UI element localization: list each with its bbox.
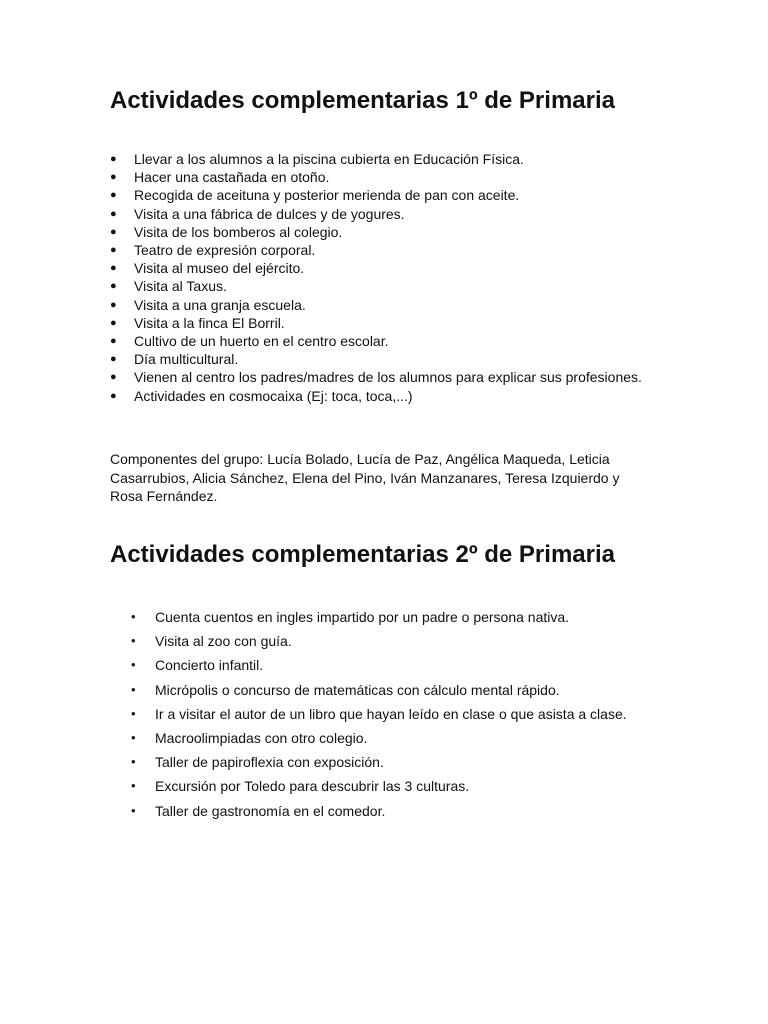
section-1-title: Actividades complementarias 1º de Primaria bbox=[110, 87, 615, 114]
list-item bbox=[131, 799, 731, 823]
list-item-text: Taller de papiroflexia con exposición. bbox=[155, 754, 384, 771]
list-item bbox=[110, 387, 730, 405]
list-item-text: Recogida de aceituna y posterior merienda de pan con aceite. bbox=[134, 187, 520, 204]
bullet-icon: ● bbox=[110, 280, 117, 293]
bullet-icon: ● bbox=[110, 262, 117, 275]
list-item-text: Excursión por Toledo para descubrir las 3 culturas. bbox=[155, 778, 470, 795]
list-item bbox=[131, 678, 731, 702]
list-item bbox=[131, 726, 731, 750]
list-item bbox=[131, 629, 731, 653]
list-item bbox=[110, 259, 730, 277]
list-item bbox=[131, 702, 731, 726]
bullet-icon: • bbox=[131, 657, 136, 673]
list-item-text: Hacer una castañada en otoño. bbox=[134, 169, 330, 186]
bullet-icon: • bbox=[131, 681, 136, 697]
list-item-text: Macroolimpiadas con otro colegio. bbox=[155, 730, 368, 747]
list-item bbox=[110, 150, 730, 168]
list-item bbox=[110, 277, 730, 295]
list-item-text: Día multicultural. bbox=[134, 351, 239, 368]
list-item bbox=[110, 368, 730, 386]
list-item bbox=[131, 605, 731, 629]
list-item bbox=[131, 774, 731, 798]
bullet-icon: ● bbox=[110, 171, 117, 184]
list-item-text: Concierto infantil. bbox=[155, 657, 264, 674]
section-1-activity-list bbox=[110, 150, 730, 405]
list-item bbox=[110, 168, 730, 186]
group-members-paragraph: Componentes del grupo: Lucía Bolado, Lucía de Paz, Angélica Maqueda, Leticia Casarrubios, Alicia Sánchez, Elena del Pino, Iván Manzanares, Teresa Izquierdo y Rosa Fernández. bbox=[110, 451, 620, 504]
list-item bbox=[110, 223, 730, 241]
list-item-text: Cultivo de un huerto en el centro escolar. bbox=[134, 333, 389, 350]
bullet-icon: ● bbox=[110, 389, 117, 402]
bullet-icon: • bbox=[131, 609, 136, 624]
list-item bbox=[110, 296, 730, 314]
list-item-text: Micrópolis o concurso de matemáticas con cálculo mental rápido. bbox=[155, 681, 560, 698]
list-item-text: Visita a una fábrica de dulces y de yogures. bbox=[134, 205, 405, 222]
section-2-activity-list bbox=[131, 605, 731, 823]
list-item-text: Visita al Taxus. bbox=[134, 278, 227, 295]
bullet-icon: • bbox=[131, 778, 136, 794]
bullet-icon: ● bbox=[110, 335, 117, 348]
list-item-text: Visita a una granja escuela. bbox=[134, 296, 306, 313]
bullet-icon: • bbox=[131, 802, 136, 818]
list-item bbox=[110, 332, 730, 350]
bullet-icon: • bbox=[131, 730, 136, 746]
bullet-icon: ● bbox=[110, 371, 117, 384]
bullet-icon: ● bbox=[110, 353, 117, 366]
list-item-text: Visita al museo del ejército. bbox=[134, 260, 305, 277]
bullet-icon: ● bbox=[110, 225, 117, 238]
list-item bbox=[110, 314, 730, 332]
list-item-text: Cuenta cuentos en ingles impartido por un padre o persona nativa. bbox=[155, 609, 570, 625]
list-item-text: Llevar a los alumnos a la piscina cubierta en Educación Física. bbox=[134, 151, 524, 167]
list-item-text: Actividades en cosmocaixa (Ej: toca, toca,...) bbox=[134, 387, 413, 404]
list-item bbox=[131, 653, 731, 677]
bullet-icon: • bbox=[131, 705, 136, 721]
list-item bbox=[110, 241, 730, 259]
bullet-icon: ● bbox=[110, 189, 117, 202]
list-item-text: Teatro de expresión corporal. bbox=[134, 242, 316, 259]
bullet-icon: ● bbox=[110, 207, 117, 220]
list-item-text: Visita a la finca El Borril. bbox=[134, 314, 285, 331]
list-item bbox=[110, 186, 730, 204]
list-item-text: Vienen al centro los padres/madres de los alumnos para explicar sus profesiones. bbox=[134, 369, 642, 386]
list-item-text: Ir a visitar el autor de un libro que hayan leído en clase o que asista a clase. bbox=[155, 705, 627, 722]
list-item bbox=[110, 205, 730, 223]
bullet-icon: • bbox=[131, 754, 136, 770]
list-item-text: Visita al zoo con guía. bbox=[155, 633, 292, 650]
list-item bbox=[110, 350, 730, 368]
section-2-title: Actividades complementarias 2º de Primaria bbox=[110, 541, 615, 568]
list-item-text: Visita de los bomberos al colegio. bbox=[134, 223, 343, 240]
bullet-icon: ● bbox=[110, 316, 117, 329]
list-item-text: Taller de gastronomía en el comedor. bbox=[155, 802, 386, 819]
bullet-icon: ● bbox=[110, 244, 117, 257]
bullet-icon: ● bbox=[110, 298, 117, 311]
list-item bbox=[131, 750, 731, 774]
bullet-icon: ● bbox=[110, 153, 117, 165]
bullet-icon: • bbox=[131, 633, 136, 649]
